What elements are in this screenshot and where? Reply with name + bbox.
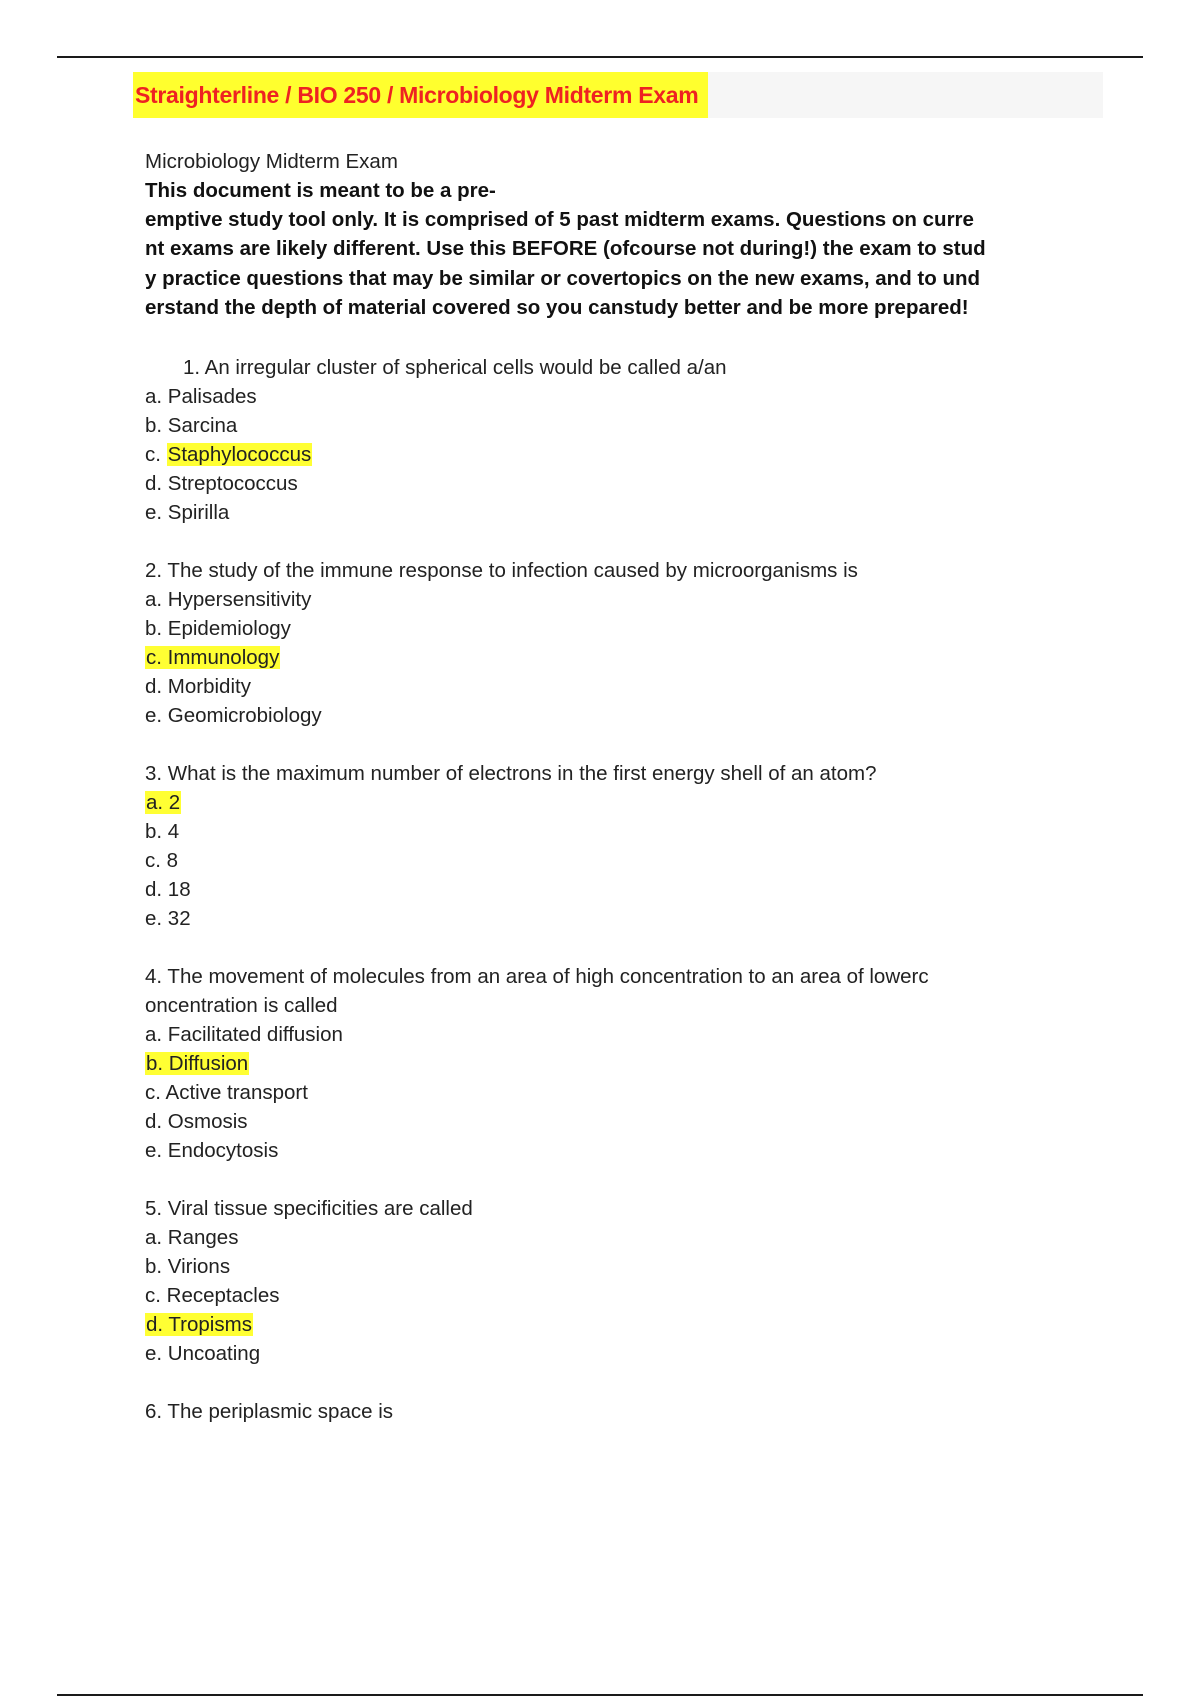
option-text: Uncoating [167,1342,261,1365]
option-text: Sarcina [167,414,238,437]
option-label: d. [145,472,168,495]
option-text: Palisades [167,385,257,408]
option-text: Hypersensitivity [167,588,312,611]
question-1 [145,353,1085,527]
option-label: b. [145,1255,168,1278]
option-text: 2 [168,791,181,814]
option-label: c. [145,1081,166,1104]
option-text: Endocytosis [167,1139,279,1162]
option-label: b. [145,617,168,640]
option-label: c. [145,1284,167,1307]
question-text: 5. Viral tissue specificities are called [145,1197,473,1220]
option-e [145,1339,1085,1368]
question-text: 6. The periplasmic space is [145,1400,394,1423]
option-label: d. [145,1110,168,1133]
option-text: Osmosis [167,1110,248,1133]
option-label: b. [145,820,168,843]
option-text: Ranges [167,1226,239,1249]
option-b [145,411,1085,440]
highlighted-answer [145,1052,249,1075]
option-label: d. [146,1313,169,1336]
question-text: 4. The movement of molecules from an area of high concentration to an area of lowerc [145,965,929,988]
highlighted-answer [145,791,181,814]
option-d [145,1107,1085,1136]
option-a [145,1020,1085,1049]
option-text: Active transport [165,1081,308,1104]
highlighted-answer [145,646,280,669]
option-d [145,875,1085,904]
option-text: Morbidity [167,675,251,698]
option-b [145,1252,1085,1281]
question-text: 2. The study of the immune response to infection caused by microorganisms is [145,559,858,582]
option-text: Epidemiology [167,617,291,640]
option-label: d. [145,675,168,698]
option-e [145,701,1085,730]
option-label: d. [145,878,168,901]
option-text: Streptococcus [167,472,298,495]
option-c [145,1078,1085,1107]
option-label: c. [145,443,167,466]
intro-line: emptive study tool only. It is comprised of 5 past midterm exams. Questions on curre [145,208,974,232]
question-2 [145,556,1085,730]
option-text: Receptacles [166,1284,280,1307]
option-a [145,382,1085,411]
option-label: a. [145,1023,168,1046]
option-a [145,1223,1085,1252]
option-text: Facilitated diffusion [167,1023,343,1046]
option-text: Immunology [167,646,280,669]
option-b [145,817,1085,846]
intro-line: erstand the depth of material covered so you canstudy better and be more prepared! [145,295,969,319]
option-d [145,672,1085,701]
option-label: a. [145,1226,168,1249]
option-label: a. [146,791,169,814]
option-d [145,469,1085,498]
option-text: 8 [166,849,179,872]
option-d-answer [145,1310,1085,1339]
option-e [145,498,1085,527]
question-4 [145,962,1085,1165]
option-text: 4 [167,820,180,843]
option-label: c. [145,849,167,872]
option-text: Spirilla [167,501,230,524]
question-text: 3. What is the maximum number of electrons in the first energy shell of an atom? [145,762,877,785]
option-c-answer [145,440,1085,469]
option-text: Tropisms [168,1313,252,1336]
option-text: 32 [167,907,191,930]
option-label: b. [146,1052,169,1075]
intro-line: This document is meant to be a pre- [145,179,496,202]
option-e [145,1136,1085,1165]
option-text: Diffusion [168,1052,249,1075]
option-label: e. [145,501,168,524]
option-c [145,1281,1085,1310]
option-label: e. [145,1342,168,1365]
intro-paragraph [145,176,1065,322]
questions-list [145,353,1085,1455]
intro-line: y practice questions that may be similar or covertopics on the new exams, and to und [145,266,981,290]
option-b-answer [145,1049,1085,1078]
option-label: a. [145,385,168,408]
question-text-continued: oncentration is called [145,994,338,1017]
question-5 [145,1194,1085,1368]
question-text: 1. An irregular cluster of spherical cells would be called a/an [183,356,727,379]
option-text: Geomicrobiology [167,704,322,727]
highlighted-answer: Staphylococcus [167,443,312,466]
option-text: 18 [167,878,191,901]
option-b [145,614,1085,643]
option-c-answer [145,643,1085,672]
question-3 [145,759,1085,933]
bottom-rule [57,1694,1143,1696]
option-a [145,585,1085,614]
intro-section [145,148,1065,322]
option-label: e. [145,1139,168,1162]
option-label: e. [145,704,168,727]
question-6 [145,1397,1085,1426]
top-rule [57,56,1143,58]
intro-line: nt exams are likely different. Use this BEFORE (ofcourse not during!) the exam to stud [145,237,986,261]
option-c [145,846,1085,875]
option-text: Virions [167,1255,231,1278]
option-e [145,904,1085,933]
option-a-answer [145,788,1085,817]
highlighted-answer [145,1313,253,1336]
option-label: c. [146,646,168,669]
document-title: Straighterline / BIO 250 / Microbiology Midterm Exam [133,72,708,118]
subtitle: Microbiology Midterm Exam [145,150,398,173]
option-label: e. [145,907,168,930]
option-label: b. [145,414,168,437]
option-label: a. [145,588,168,611]
